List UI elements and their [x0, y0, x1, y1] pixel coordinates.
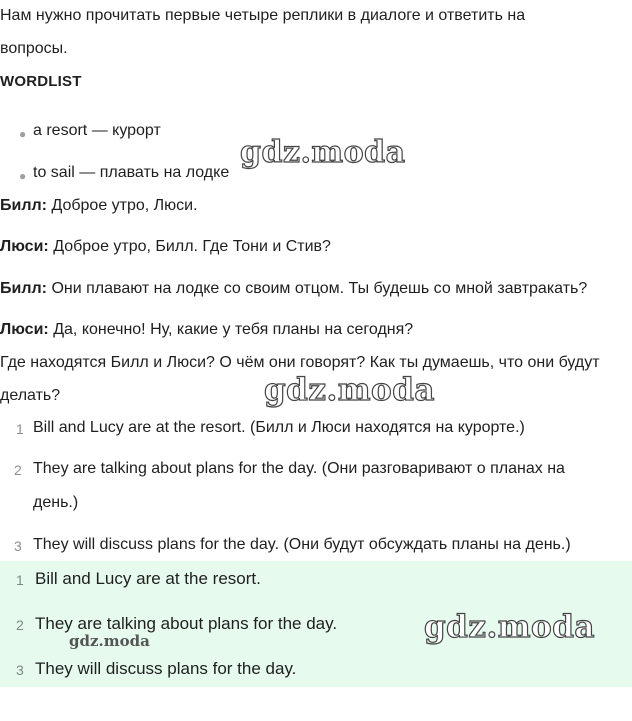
list-number: 2	[14, 462, 22, 478]
bullet-icon: ●	[19, 127, 27, 141]
dialogue-text: Они плавают на лодке со своим отцом. Ты будешь со мной завтракать?	[47, 280, 588, 297]
list-number: 3	[14, 538, 22, 554]
answer-box-item: They are talking about plans for the day.	[35, 614, 338, 633]
dialogue-text: Доброе утро, Люси.	[47, 197, 198, 214]
watermark-logo-small: gdz.moda	[69, 632, 150, 650]
answer-box-item: They will discuss plans for the day.	[35, 659, 297, 678]
answer-box-item: Bill and Lucy are at the resort.	[35, 569, 261, 588]
wordlist-heading: WORDLIST	[0, 73, 82, 90]
list-number: 1	[16, 421, 24, 437]
watermark-logo: gdz.moda	[424, 609, 595, 645]
wordlist-item: to sail — плавать на лодке	[33, 164, 230, 181]
speaker-name: Люси:	[0, 238, 49, 255]
answer-item-continued: день.)	[33, 494, 79, 511]
intro-line-2: вопросы.	[0, 40, 68, 57]
speaker-name: Билл:	[0, 280, 47, 297]
bullet-icon: ●	[19, 169, 27, 183]
dialogue-line-4	[0, 321, 413, 339]
answer-item: Bill and Lucy are at the resort. (Билл и Люси находятся на курорте.)	[33, 419, 525, 436]
speaker-name: Люси:	[0, 321, 49, 338]
intro-line-1: Нам нужно прочитать первые четыре реплики в диалоге и ответить на	[0, 7, 526, 24]
answer-box	[0, 561, 632, 687]
question-line-2: делать?	[0, 387, 61, 404]
wordlist-item: a resort — курорт	[33, 122, 161, 139]
list-number: 1	[16, 572, 24, 588]
answer-item: They are talking about plans for the day. (Они разговаривают о планах на	[33, 460, 565, 477]
dialogue-line-2	[0, 238, 331, 256]
watermark-logo: gdz.moda	[264, 372, 435, 408]
dialogue-text: Да, конечно! Ну, какие у тебя планы на сегодня?	[48, 321, 414, 338]
list-number: 2	[16, 617, 24, 633]
dialogue-line-1	[0, 197, 198, 215]
dialogue-line-3	[0, 280, 587, 298]
list-number: 3	[16, 662, 24, 678]
dialogue-text: Доброе утро, Билл. Где Тони и Стив?	[48, 238, 331, 255]
watermark-logo: gdz.moda	[240, 135, 406, 170]
speaker-name: Билл:	[0, 197, 47, 214]
question-line-1: Где находятся Билл и Люси? О чём они говорят? Как ты думаешь, что они будут	[0, 354, 600, 371]
answer-item: They will discuss plans for the day. (Они будут обсуждать планы на день.)	[33, 536, 571, 553]
